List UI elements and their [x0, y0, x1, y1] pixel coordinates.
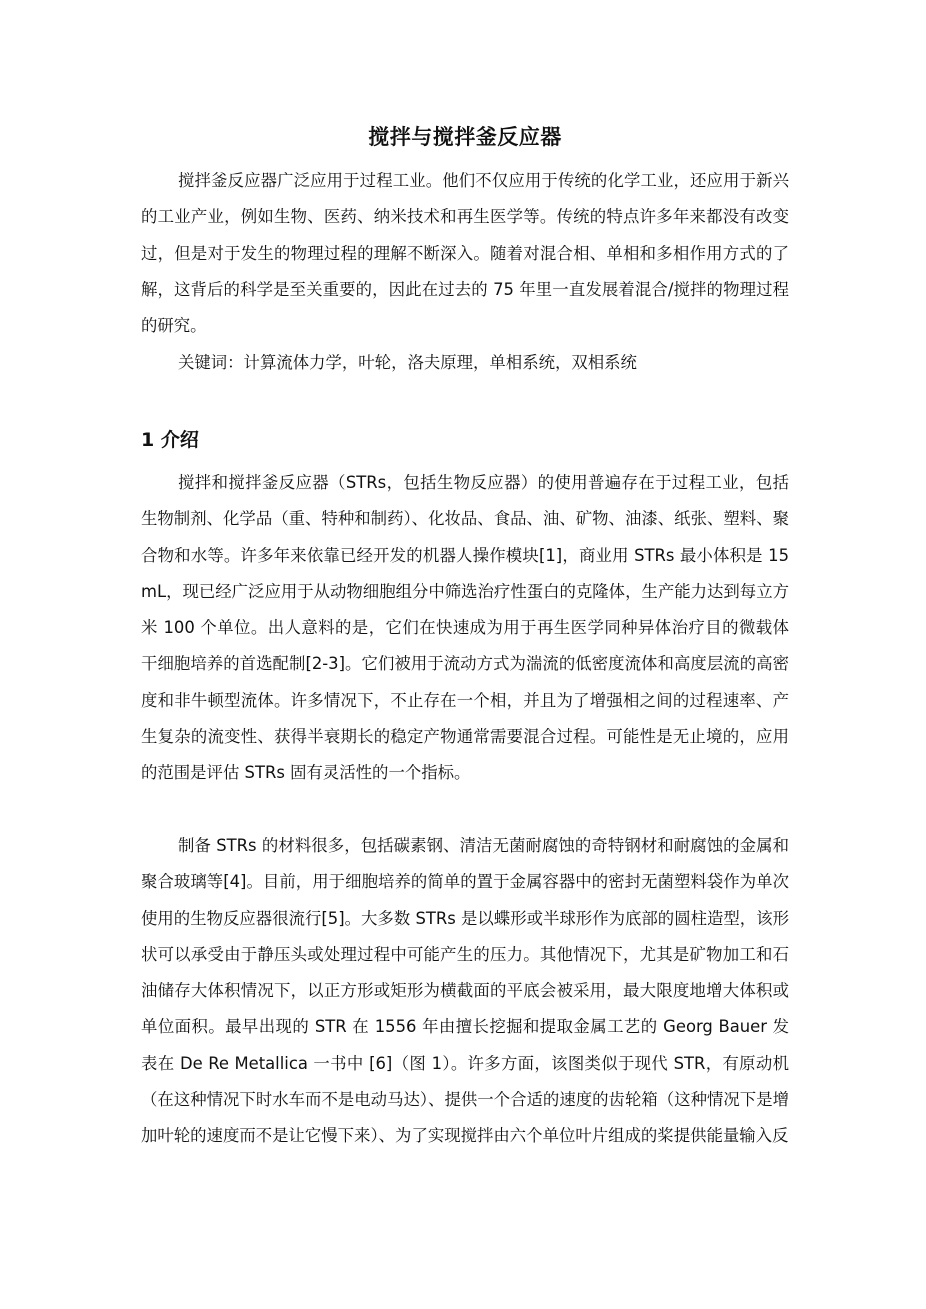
- document-title: 搅拌与搅拌釜反应器: [368, 125, 562, 149]
- abstract-paragraph: 搅拌釜反应器广泛应用于过程工业。他们不仅应用于传统的化学工业，还应用于新兴的工业产业，例如生物、医药、纳米技术和再生医学等。传统的特点许多年来都没有改变过，但是对于发生的物理过程的理解不断深入。随着对混合相、单相和多相作用方式的了解，这背后的科学是至关重要的，因此在过去的 75 年里一直发展着混合/搅拌的物理过程的研究。: [141, 171, 789, 336]
- introduction-paragraph-1: 搅拌和搅拌釜反应器（STRs，包括生物反应器）的使用普遍存在于过程工业，包括生物制剂、化学品（重、特种和制药）、化妆品、食品、油、矿物、油漆、纸张、塑料、聚合物和水等。许多年来依靠已经开发的机器人操作模块[1]，商业用 STRs 最小体积是 15mL，现已经广泛应用于从动物细胞组分中筛选治疗性蛋白的克隆体，生产能力达到每立方米 100 个单位。出人意料的是，它们在快速成为用于再生医学同种异体治疗目的微载体干细胞培养的首选配制[2-3]。它们被用于流动方式为湍流的低密度流体和高度层流的高密度和非牛顿型流体。许多情况下，不止存在一个相，并且为了增强相之间的过程速率、产生复杂的流变性、获得半衰期长的稳定产物通常需要混合过程。可能性是无止境的，应用的范围是评估 STRs 固有灵活性的一个指标。: [141, 473, 789, 783]
- section-heading-introduction: 1 介绍: [141, 429, 199, 451]
- keywords-line: 关键词：计算流体力学，叶轮，洛夫原理，单相系统，双相系统: [178, 353, 637, 372]
- introduction-paragraph-2: 制备 STRs 的材料很多，包括碳素钢、清洁无菌耐腐蚀的奇特钢材和耐腐蚀的金属和聚合玻璃等[4]。目前，用于细胞培养的简单的置于金属容器中的密封无菌塑料袋作为单次使用的生物反应器很流行[5]。大多数 STRs 是以蝶形或半球形作为底部的圆柱造型，该形状可以承受由于静压头或处理过程中可能产生的压力。其他情况下，尤其是矿物加工和石油储存大体积情况下，以正方形或矩形为横截面的平底会被采用，最大限度地增大体积或单位面积。最早出现的 STR 在 1556 年由擅长挖掘和提取金属工艺的 Georg Bauer 发表在 De Re Metallica 一书中 [6]（图 1）。许多方面，该图类似于现代 STR，有原动机（在这种情况下时水车而不是电动马达）、提供一个合适的速度的齿轮箱（这种情况下是增加叶轮的速度而不是让它慢下来）、为了实现搅拌由六个单位叶片组成的桨提供能量输入反: [141, 836, 789, 1146]
